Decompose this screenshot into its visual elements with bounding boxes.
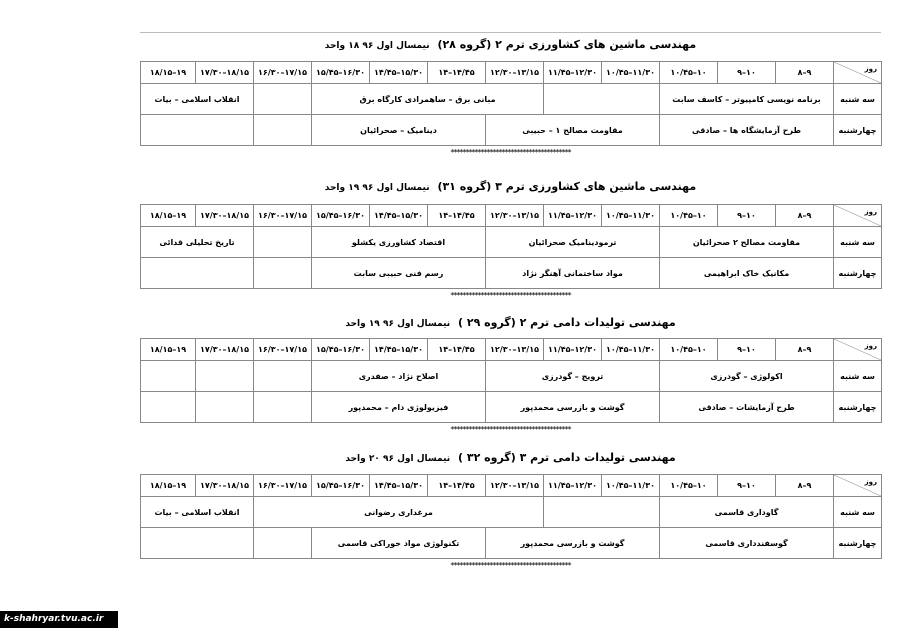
course-cell [196, 392, 254, 423]
course-cell [254, 528, 312, 559]
course-cell: مقاومت مصالح ۱ – حبیبی [486, 115, 660, 146]
separator-stars: **************************************** [450, 291, 571, 300]
day-label-wed: چهارشنبه [834, 392, 882, 423]
time-slot-header: ۱۷/۳۰–۱۸/۱۵ [196, 205, 254, 227]
course-cell: طرح آزمایشات – صادقی [660, 392, 834, 423]
time-slot-header: ۱۷/۳۰–۱۸/۱۵ [196, 339, 254, 361]
time-slot-header: ۸–۹ [776, 205, 834, 227]
time-header-row [141, 62, 882, 84]
course-cell: مکانیک خاک ابراهیمی [660, 258, 834, 289]
day-label-tue: سه شنبه [834, 84, 882, 115]
title-text: مهندسی ماشین های کشاورزی ترم ۳ (گروه ۳۱) [437, 180, 697, 193]
corner-cell [834, 205, 882, 227]
day-label-tue: سه شنبه [834, 361, 882, 392]
course-cell: تکنولوژی مواد خوراکی قاسمی [312, 528, 486, 559]
course-cell: دینامیک – صحرائیان [312, 115, 486, 146]
course-cell: مبانی برق – ساهمرادی کارگاه برق [312, 84, 544, 115]
course-cell [254, 392, 312, 423]
course-cell: مواد ساختمانی آهنگر نژاد [486, 258, 660, 289]
time-slot-header: ۱۴–۱۴/۴۵ [428, 62, 486, 84]
time-slot-header: ۱۷/۳۰–۱۸/۱۵ [196, 475, 254, 497]
time-slot-header: ۱۵/۴۵–۱۶/۳۰ [312, 475, 370, 497]
course-cell [254, 84, 312, 115]
course-cell: گوشت و بازرسی محمدپور [486, 528, 660, 559]
separator-stars: **************************************** [450, 148, 571, 157]
time-slot-header: ۱۰/۴۵–۱۱/۳۰ [602, 475, 660, 497]
day-label-wed: چهارشنبه [834, 258, 882, 289]
course-cell [254, 227, 312, 258]
time-slot-header: ۱۴/۴۵–۱۵/۳۰ [370, 475, 428, 497]
course-cell: طرح آزمایشگاه ها – صادقی [660, 115, 834, 146]
time-header-row [141, 205, 882, 227]
day-label-tue: سه شنبه [834, 227, 882, 258]
schedule-table-wrap [140, 338, 881, 437]
time-slot-header: ۱۰/۴۵–۱۰ [660, 475, 718, 497]
time-slot-header: ۱۰/۴۵–۱۱/۳۰ [602, 339, 660, 361]
time-slot-header: ۸–۹ [776, 62, 834, 84]
course-cell [141, 258, 254, 289]
time-slot-header: ۱۰/۴۵–۱۰ [660, 62, 718, 84]
time-slot-header: ۱۸/۱۵–۱۹ [141, 339, 196, 361]
day-row-tue [141, 497, 882, 528]
day-row-tue [141, 227, 882, 258]
time-slot-header: ۱۴/۴۵–۱۵/۳۰ [370, 205, 428, 227]
schedule-title [140, 38, 881, 51]
schedule-title [140, 180, 881, 193]
time-header-row [141, 339, 882, 361]
course-cell [141, 115, 254, 146]
corner-label: روز [864, 478, 877, 486]
schedule-table-wrap [140, 474, 881, 573]
course-cell [196, 361, 254, 392]
time-slot-header: ۱۱/۴۵–۱۲/۳۰ [544, 339, 602, 361]
course-cell [544, 84, 660, 115]
time-header-row [141, 475, 882, 497]
time-slot-header: ۱۶/۳۰–۱۷/۱۵ [254, 339, 312, 361]
course-cell: گوسفندداری قاسمی [660, 528, 834, 559]
time-slot-header: ۱۵/۴۵–۱۶/۳۰ [312, 339, 370, 361]
time-slot-header: ۱۰/۴۵–۱۱/۳۰ [602, 62, 660, 84]
course-cell: برنامه نویسی کامپیوتر – کاسف سابت [660, 84, 834, 115]
schedule-table [140, 61, 882, 146]
time-slot-header: ۹–۱۰ [718, 205, 776, 227]
time-slot-header: ۱۴–۱۴/۴۵ [428, 475, 486, 497]
time-slot-header: ۹–۱۰ [718, 475, 776, 497]
time-slot-header: ۱۲/۳۰–۱۳/۱۵ [486, 62, 544, 84]
time-slot-header: ۱۴–۱۴/۴۵ [428, 339, 486, 361]
time-slot-header: ۱۷/۳۰–۱۸/۱۵ [196, 62, 254, 84]
time-slot-header: ۱۲/۳۰–۱۳/۱۵ [486, 339, 544, 361]
time-slot-header: ۱۸/۱۵–۱۹ [141, 62, 196, 84]
course-cell: انقلاب اسلامی – بیات [141, 497, 254, 528]
title-text: مهندسی ماشین های کشاورزی ترم ۲ (گروه ۲۸) [437, 38, 697, 51]
schedule-table [140, 204, 882, 289]
time-slot-header: ۱۲/۳۰–۱۳/۱۵ [486, 475, 544, 497]
schedule-title [140, 316, 881, 329]
schedule-table-wrap [140, 61, 881, 160]
day-row-wed [141, 528, 882, 559]
course-cell: اصلاح نژاد – صفدری [312, 361, 486, 392]
day-row-wed [141, 115, 882, 146]
schedule-table [140, 338, 882, 423]
day-row-wed [141, 392, 882, 423]
course-cell [544, 497, 660, 528]
subtitle-text: نیمسال اول ۹۶ ۱۹ واحد [345, 319, 451, 329]
corner-label: روز [864, 208, 877, 216]
time-slot-header: ۱۰/۴۵–۱۰ [660, 205, 718, 227]
day-row-tue [141, 84, 882, 115]
course-cell: رسم فنی حبیبی سابت [312, 258, 486, 289]
corner-cell [834, 475, 882, 497]
time-slot-header: ۱۴/۴۵–۱۵/۳۰ [370, 62, 428, 84]
corner-cell [834, 62, 882, 84]
corner-label: روز [864, 342, 877, 350]
course-cell [141, 392, 196, 423]
time-slot-header: ۱۵/۴۵–۱۶/۳۰ [312, 62, 370, 84]
time-slot-header: ۱۱/۴۵–۱۲/۳۰ [544, 62, 602, 84]
time-slot-header: ۱۰/۴۵–۱۱/۳۰ [602, 205, 660, 227]
time-slot-header: ۱۶/۳۰–۱۷/۱۵ [254, 475, 312, 497]
course-cell: گوشت و بازرسی محمدپور [486, 392, 660, 423]
time-slot-header: ۹–۱۰ [718, 339, 776, 361]
day-row-tue [141, 361, 882, 392]
day-label-tue: سه شنبه [834, 497, 882, 528]
title-text: مهندسی تولیدات دامی ترم ۳ (گروه ۳۲ ) [458, 451, 676, 464]
course-cell: اقتصاد کشاورزی یکشلو [312, 227, 486, 258]
time-slot-header: ۱۱/۴۵–۱۲/۳۰ [544, 205, 602, 227]
corner-cell [834, 339, 882, 361]
course-cell: گاوداری قاسمی [660, 497, 834, 528]
top-rule [140, 32, 881, 33]
course-cell: اکولوژی – گودرزی [660, 361, 834, 392]
course-cell [141, 361, 196, 392]
day-row-wed [141, 258, 882, 289]
time-slot-header: ۱۶/۳۰–۱۷/۱۵ [254, 205, 312, 227]
day-label-wed: چهارشنبه [834, 115, 882, 146]
course-cell: فیزیولوژی دام – محمدپور [312, 392, 486, 423]
course-cell: تاریخ تحلیلی قدائی [141, 227, 254, 258]
time-slot-header: ۱۸/۱۵–۱۹ [141, 475, 196, 497]
separator-stars: **************************************** [450, 425, 571, 434]
title-text: مهندسی تولیدات دامی ترم ۲ (گروه ۲۹ ) [458, 316, 676, 329]
time-slot-header: ۱۰/۴۵–۱۰ [660, 339, 718, 361]
course-cell [141, 528, 254, 559]
time-slot-header: ۱۴–۱۴/۴۵ [428, 205, 486, 227]
course-cell [254, 115, 312, 146]
corner-label: روز [864, 65, 877, 73]
course-cell: مقاومت مصالح ۲ صحرائیان [660, 227, 834, 258]
site-url-tag: k-shahryar.tvu.ac.ir [0, 611, 118, 628]
schedule-table [140, 474, 882, 559]
time-slot-header: ۱۸/۱۵–۱۹ [141, 205, 196, 227]
subtitle-text: نیمسال اول ۹۶ ۱۸ واحد [324, 41, 430, 51]
schedule-table-wrap [140, 204, 881, 303]
time-slot-header: ۸–۹ [776, 475, 834, 497]
time-slot-header: ۱۱/۴۵–۱۲/۳۰ [544, 475, 602, 497]
time-slot-header: ۸–۹ [776, 339, 834, 361]
course-cell: مرغداری رضوانی [254, 497, 544, 528]
course-cell: انقلاب اسلامی – بیات [141, 84, 254, 115]
subtitle-text: نیمسال اول ۹۶ ۲۰ واحد [345, 454, 451, 464]
day-label-wed: چهارشنبه [834, 528, 882, 559]
time-slot-header: ۱۵/۴۵–۱۶/۳۰ [312, 205, 370, 227]
time-slot-header: ۹–۱۰ [718, 62, 776, 84]
schedule-title [140, 451, 881, 464]
time-slot-header: ۱۲/۳۰–۱۳/۱۵ [486, 205, 544, 227]
time-slot-header: ۱۴/۴۵–۱۵/۳۰ [370, 339, 428, 361]
course-cell: ترمودینامیک صحرائیان [486, 227, 660, 258]
course-cell [254, 258, 312, 289]
subtitle-text: نیمسال اول ۹۶ ۱۹ واحد [324, 183, 430, 193]
separator-stars: **************************************** [450, 561, 571, 570]
time-slot-header: ۱۶/۳۰–۱۷/۱۵ [254, 62, 312, 84]
course-cell: ترویج – گودرزی [486, 361, 660, 392]
course-cell [254, 361, 312, 392]
